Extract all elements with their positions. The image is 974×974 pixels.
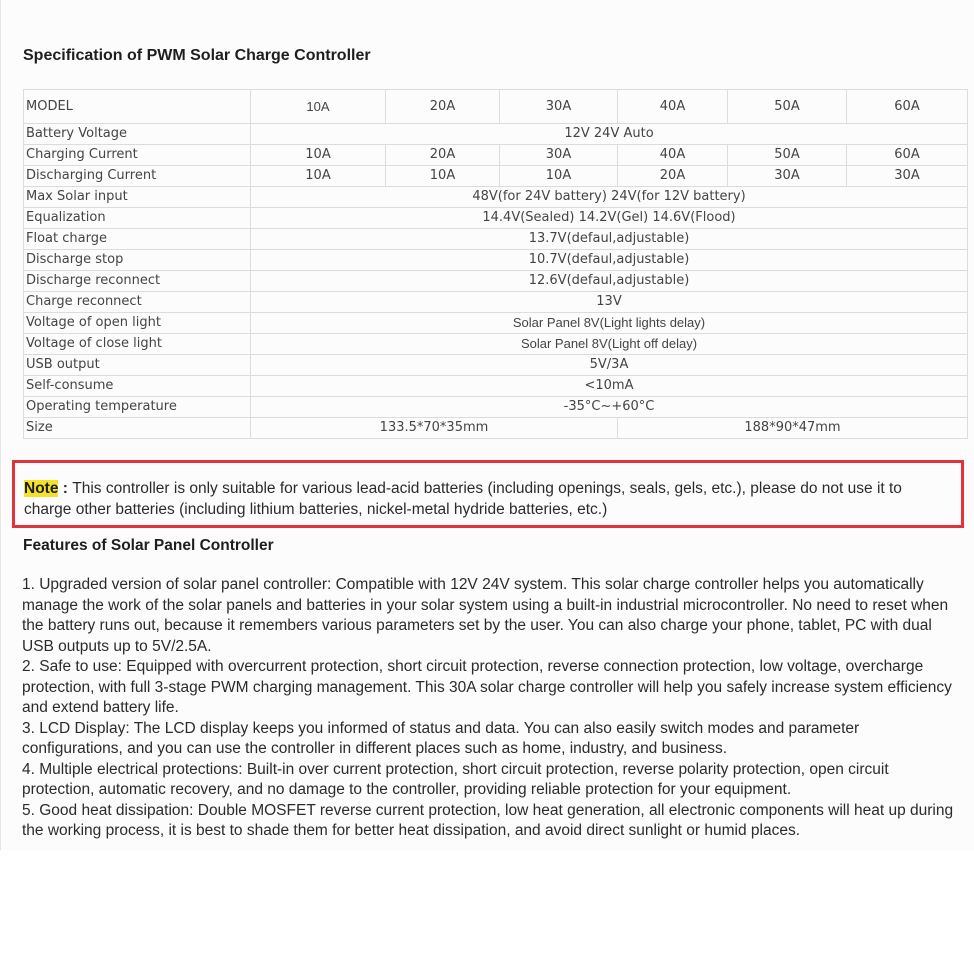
- row-value: 133.5*70*35mm: [251, 418, 618, 439]
- table-row: [24, 292, 968, 313]
- row-value: 30A: [728, 166, 847, 187]
- row-value: 12V 24V Auto: [251, 124, 968, 145]
- note-label: Note: [24, 480, 59, 497]
- spec-table: [23, 89, 968, 439]
- row-value: 14.4V(Sealed) 14.2V(Gel) 14.6V(Flood): [251, 208, 968, 229]
- feature-item: 5. Good heat dissipation: Double MOSFET reverse current protection, low heat generation, all electronic components will heat up during the working process, it is best to shade them for better heat dissipation, and avoid direct sunlight or humid places.: [22, 801, 954, 839]
- row-value: Solar Panel 8V(Light lights delay): [251, 313, 968, 334]
- row-label: Discharge stop: [24, 250, 251, 271]
- row-label: Charge reconnect: [24, 292, 251, 313]
- table-row: [24, 187, 968, 208]
- row-value: 10.7V(defaul,adjustable): [251, 250, 968, 271]
- row-label: Voltage of open light: [24, 313, 251, 334]
- table-row: [24, 208, 968, 229]
- row-value: 10A: [251, 145, 386, 166]
- feature-item: 3. LCD Display: The LCD display keeps you informed of status and data. You can also easily switch modes and parameter configurations, and you can use the controller in different places such as home, industry, and business.: [22, 719, 860, 757]
- model-cell: 50A: [728, 90, 847, 124]
- features-title: Features of Solar Panel Controller: [23, 537, 274, 554]
- row-value: 13.7V(defaul,adjustable): [251, 229, 968, 250]
- features-list: [22, 575, 962, 842]
- row-label: Max Solar input: [24, 187, 251, 208]
- row-value: 30A: [847, 166, 968, 187]
- row-label: Discharge reconnect: [24, 271, 251, 292]
- table-row: [24, 145, 968, 166]
- row-label: Voltage of close light: [24, 334, 251, 355]
- row-label: Operating temperature: [24, 397, 251, 418]
- row-value: 30A: [500, 145, 618, 166]
- row-value: Solar Panel 8V(Light off delay): [251, 334, 968, 355]
- row-value: 188*90*47mm: [618, 418, 968, 439]
- row-value: 60A: [847, 145, 968, 166]
- table-row: [24, 376, 968, 397]
- feature-item: 4. Multiple electrical protections: Built-in over current protection, short circuit protection, reverse polarity protection, open circuit protection, automatic recovery, and no damage to the controller, providing reliable protection for your equipment.: [22, 760, 889, 798]
- note-colon: :: [58, 480, 73, 497]
- row-value: 20A: [618, 166, 728, 187]
- row-value: <10mA: [251, 376, 968, 397]
- spec-title: Specification of PWM Solar Charge Controller: [23, 47, 371, 64]
- table-row: [24, 397, 968, 418]
- table-row: [24, 124, 968, 145]
- header-label: MODEL: [24, 90, 251, 124]
- model-cell: 60A: [847, 90, 968, 124]
- row-value: 50A: [728, 145, 847, 166]
- row-label: Discharging Current: [24, 166, 251, 187]
- row-label: Float charge: [24, 229, 251, 250]
- table-row: [24, 166, 968, 187]
- row-label: Size: [24, 418, 251, 439]
- model-cell: 20A: [386, 90, 500, 124]
- table-row: [24, 334, 968, 355]
- model-cell: 10A: [251, 90, 386, 124]
- table-row: [24, 418, 968, 439]
- row-label: Charging Current: [24, 145, 251, 166]
- row-value: 10A: [251, 166, 386, 187]
- row-value: 5V/3A: [251, 355, 968, 376]
- note-text: This controller is only suitable for various lead-acid batteries (including openings, seals, gels, etc.), please do not use it to charge other batteries (including lithium batteries, nickel-metal hydride batteries, etc.): [24, 480, 902, 518]
- row-value: 12.6V(defaul,adjustable): [251, 271, 968, 292]
- model-cell: 30A: [500, 90, 618, 124]
- table-row: [24, 313, 968, 334]
- row-value: 10A: [386, 166, 500, 187]
- feature-item: 1. Upgraded version of solar panel controller: Compatible with 12V 24V system. This solar charge controller helps you automatically manage the work of the solar panels and batteries in your solar system using a built-in industrial microcontroller. No need to reset when the battery runs out, because it remembers various parameters set by the user. You can also charge your phone, tablet, PC with dual USB outputs up to 5V/2.5A.: [22, 576, 949, 655]
- row-value: 40A: [618, 145, 728, 166]
- note-box: [12, 460, 964, 528]
- row-label: Self-consume: [24, 376, 251, 397]
- row-value: 20A: [386, 145, 500, 166]
- row-label: Battery Voltage: [24, 124, 251, 145]
- table-row: [24, 250, 968, 271]
- row-label: USB output: [24, 355, 251, 376]
- table-header-row: [24, 90, 968, 124]
- table-row: [24, 271, 968, 292]
- row-value: 48V(for 24V battery) 24V(for 12V battery): [251, 187, 968, 208]
- table-row: [24, 355, 968, 376]
- table-row: [24, 229, 968, 250]
- feature-item: 2. Safe to use: Equipped with overcurrent protection, short circuit protection, reverse connection protection, low voltage, overcharge protection, with full 3-stage PWM charging management. This 30A solar charge controller will help you safely increase system efficiency and extend battery life.: [22, 658, 952, 716]
- row-value: -35°C~+60°C: [251, 397, 968, 418]
- model-cell: 40A: [618, 90, 728, 124]
- row-value: 13V: [251, 292, 968, 313]
- row-label: Equalization: [24, 208, 251, 229]
- row-value: 10A: [500, 166, 618, 187]
